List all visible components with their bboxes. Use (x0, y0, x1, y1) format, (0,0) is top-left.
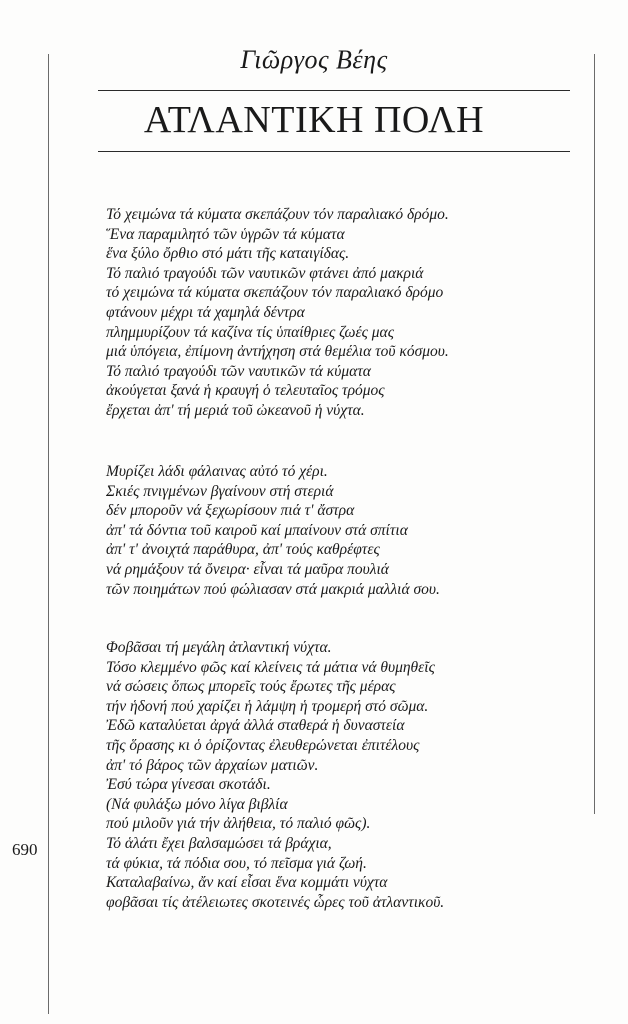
verse-line: νά ρημάξουν τά ὄνειρα· εἶναι τά μαῦρα πουλιά (106, 560, 389, 578)
verse-line: Τό παλιό τραγούδι τῶν ναυτικῶν φτάνει ἀπό μακριά (106, 264, 424, 282)
verse-line: δέν μποροῦν νά ξεχωρίσουν πιά τ' ἄστρα (106, 502, 355, 520)
verse-line: μιά ὑπόγεια, ἐπίμονη ἀντήχηση στά θεμέλια τοῦ κόσμου. (106, 343, 449, 361)
verse-line: Ἕνα παραμιλητό τῶν ὑγρῶν τά κύματα (106, 225, 345, 243)
verse-line: ἀπ' τά δόντια τοῦ καιροῦ καί μπαίνουν στά σπίτια (106, 521, 408, 539)
verse-line: ἀκούγεται ξανά ἡ κραυγή ὁ τελευταῖος τρόμος (106, 382, 385, 400)
page-number: 690 (12, 840, 38, 859)
right-margin-rule (594, 54, 595, 814)
title-rule-bottom (98, 151, 570, 152)
verse-line: Ἐδῶ καταλύεται ἀργά ἀλλά σταθερά ἡ δυναστεία (106, 717, 405, 735)
verse-line: φοβᾶσαι τίς ἀτέλειωτες σκοτεινές ὧρες τοῦ ἀτλαντικοῦ. (106, 893, 445, 911)
verse-line: ἀπ' τ' ἀνοιχτά παράθυρα, ἀπ' τούς καθρέφτες (106, 541, 380, 559)
poem-title: ΑΤΛΑΝΤΙΚΗ ΠΟΛΗ (143, 99, 485, 141)
verse-line: ἀπ' τό βάρος τῶν ἀρχαίων ματιῶν. (106, 756, 319, 774)
author-name: Γιῶργος Βέης (240, 45, 388, 74)
verse-line: ἕνα ξύλο ὄρθιο στό μάτι τῆς καταιγίδας. (106, 245, 350, 263)
verse-line: (Νά φυλάξω μόνο λίγα βιβλία (106, 795, 288, 813)
verse-line: Τό χειμώνα τά κύματα σκεπάζουν τόν παραλιακό δρόμο. (106, 206, 449, 223)
verse-line: τῶν ποιημάτων πού φώλιασαν στά μακριά μαλλιά σου. (106, 580, 440, 598)
verse-line: τῆς ὅρασης κι ὁ ὁρίζοντας ἐλευθερώνεται ἐπιτέλους (106, 736, 420, 754)
verse-line: Μυρίζει λάδι φάλαινας αὐτό τό χέρι. (106, 463, 328, 480)
stanza-2 (106, 462, 576, 599)
verse-line: Σκιές πνιγμένων βγαίνουν στή στεριά (106, 482, 334, 500)
verse-line: ἔρχεται ἀπ' τή μεριά τοῦ ὠκεανοῦ ἡ νύχτα. (106, 401, 365, 419)
verse-line: Τό ἁλάτι ἔχει βαλσαμώσει τά βράχια, (106, 834, 332, 852)
left-margin-rule (48, 54, 49, 1014)
verse-line: τήν ἡδονή πού χαρίζει ἡ λάμψη ἡ τρομερή στό σῶμα. (106, 697, 429, 715)
verse-line: νά σώσεις ὅπως μπορεῖς τούς ἔρωτες τῆς μέρας (106, 678, 396, 696)
verse-line: τά φύκια, τά πόδια σου, τό πεῖσμα γιά ζωή. (106, 854, 367, 872)
stanza-1 (106, 205, 576, 421)
title-rule-top (98, 90, 570, 91)
verse-line: πλημμυρίζουν τά καζίνα τίς ὑπαίθριες ζωές μας (106, 323, 394, 341)
verse-line: Ἐσύ τώρα γίνεσαι σκοτάδι. (106, 776, 271, 794)
verse-line: φτάνουν μέχρι τά χαμηλά δέντρα (106, 303, 305, 321)
verse-line: Καταλαβαίνω, ἄν καί εἶσαι ἕνα κομμάτι νύχτα (106, 874, 388, 892)
stanza-3 (106, 638, 576, 912)
verse-line: τό χειμώνα τά κύματα σκεπάζουν τόν παραλιακό δρόμο (106, 284, 444, 302)
verse-line: Τό παλιό τραγούδι τῶν ναυτικῶν τά κύματα (106, 362, 371, 380)
verse-line: Φοβᾶσαι τή μεγάλη ἀτλαντική νύχτα. (106, 639, 332, 656)
verse-line: Τόσο κλεμμένο φῶς καί κλείνεις τά μάτια νά θυμηθεῖς (106, 658, 435, 676)
verse-line: πού μιλοῦν γιά τήν ἀλήθεια, τό παλιό φῶς). (106, 815, 371, 833)
